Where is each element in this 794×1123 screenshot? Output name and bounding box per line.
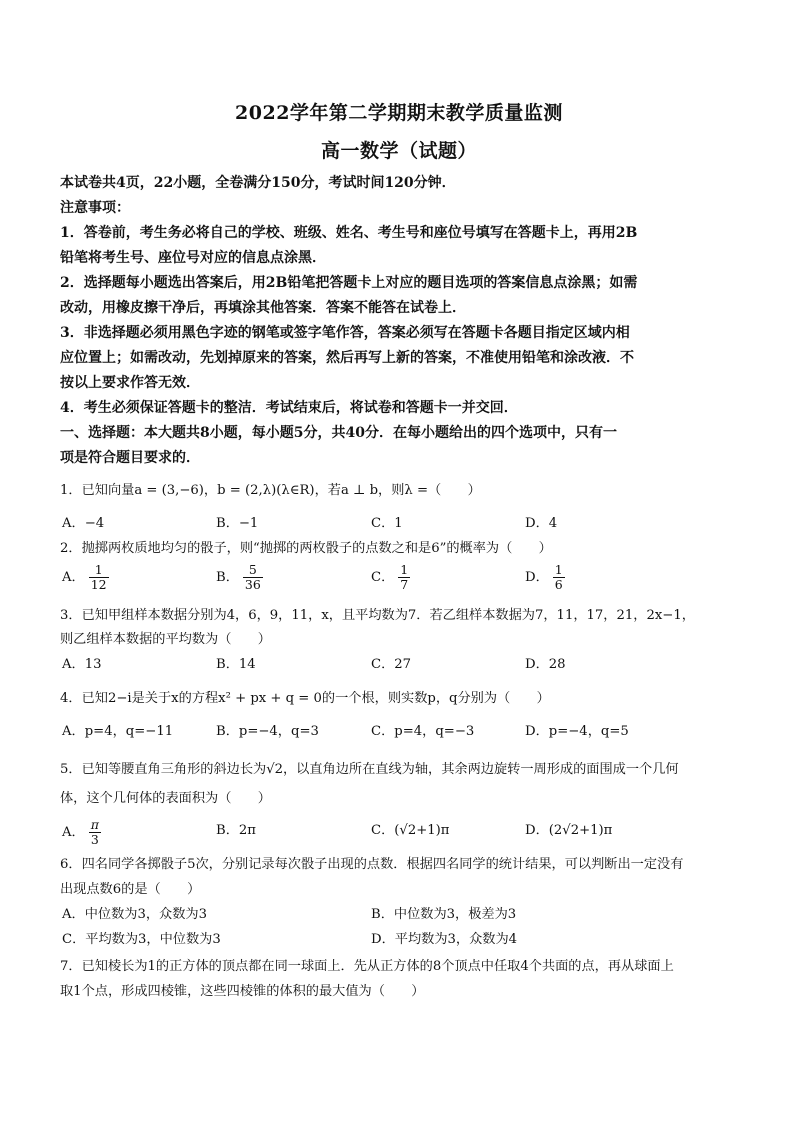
q1-option-a: A．−4 bbox=[62, 516, 105, 531]
question-4-stem: 4．已知2−i是关于x的方程x² + px + q = 0的一个根，则实数p，q分别为（ ） bbox=[60, 691, 550, 706]
question-3-stem-cont: 则乙组样本数据的平均数为（ ） bbox=[60, 632, 271, 647]
exam-subtitle: 高一数学（试题） bbox=[320, 140, 477, 162]
q2-option-d: D． $\frac{1}{6}$ bbox=[525, 562, 563, 592]
notice-line: 改动，用橡皮擦干净后，再填涂其他答案．答案不能答在试卷上． bbox=[60, 300, 466, 316]
q3-option-b: B．14 bbox=[216, 657, 256, 672]
q4-option-c: C．p=4，q=−3 bbox=[371, 724, 475, 739]
q2-option-b: B． $\frac{5}{36}$ bbox=[216, 562, 261, 592]
question-1-stem: 1．已知向量a = (3,−6)，b = (2,λ)(λ∈R)，若a ⊥ b，则λ =（ ） bbox=[60, 483, 481, 498]
notice-line: 按以上要求作答无效． bbox=[60, 375, 200, 391]
q1-option-d: D．4 bbox=[525, 516, 558, 531]
q5-option-a: A． $\frac{\pi}{3}$ bbox=[62, 817, 99, 847]
q1-option-b: B．−1 bbox=[216, 516, 259, 531]
question-7-stem: 7．已知棱长为1的正方体的顶点都在同一球面上．先从正方体的8个顶点中任取4个共面的点，再从球面上 bbox=[60, 959, 674, 974]
notice-line: 4．考生必须保证答题卡的整洁．考试结束后，将试卷和答题卡一并交回． bbox=[60, 400, 518, 416]
notice-heading: 注意事项： bbox=[60, 200, 130, 216]
q4-option-a: A．p=4，q=−11 bbox=[62, 724, 174, 739]
q1-option-c: C．1 bbox=[371, 516, 403, 531]
notice-line: 2．选择题每小题选出答案后，用2B铅笔把答题卡上对应的题目选项的答案信息点涂黑；如需 bbox=[60, 275, 638, 291]
q6-option-c: C．平均数为3，中位数为3 bbox=[62, 932, 221, 947]
question-6-stem-cont: 出现点数6的是（ ） bbox=[60, 882, 201, 897]
question-6-stem: 6．四名同学各掷骰子5次，分别记录每次骰子出现的点数．根据四名同学的统计结果，可以判断出一定没有 bbox=[60, 857, 684, 872]
notice-line: 应位置上；如需改动，先划掉原来的答案，然后再写上新的答案，不准使用铅笔和涂改液．不 bbox=[60, 350, 634, 366]
q5-option-c: C．(√2+1)π bbox=[371, 823, 450, 838]
question-2-stem: 2．抛掷两枚质地均匀的骰子，则“抛掷的两枚骰子的点数之和是6”的概率为（ ） bbox=[60, 541, 552, 556]
q3-option-c: C．27 bbox=[371, 657, 412, 672]
question-3-stem: 3．已知甲组样本数据分别为4，6，9，11，x，且平均数为7．若乙组样本数据为7，11，17，21，2x−1， bbox=[60, 608, 695, 623]
question-5-stem: 5．已知等腰直角三角形的斜边长为√2，以直角边所在直线为轴，其余两边旋转一周形成的面围成一个几何 bbox=[60, 762, 679, 777]
notice-line: 铅笔将考生号、座位号对应的信息点涂黑． bbox=[60, 250, 326, 266]
notice-line: 1．答卷前，考生务必将自己的学校、班级、姓名、考生号和座位号填写在答题卡上，再用2B bbox=[60, 225, 638, 241]
q3-option-d: D．28 bbox=[525, 657, 566, 672]
q6-option-a: A．中位数为3，众数为3 bbox=[62, 907, 207, 922]
q2-option-a: A． $\frac{1}{12}$ bbox=[62, 562, 107, 592]
section-heading-cont: 项是符合题目要求的． bbox=[60, 450, 200, 466]
q6-option-d: D．平均数为3，众数为4 bbox=[371, 932, 518, 947]
q5-option-d: D．(2√2+1)π bbox=[525, 823, 613, 838]
q5-option-b: B．2π bbox=[216, 823, 256, 838]
notice-line: 3．非选择题必须用黑色字迹的钢笔或签字笔作答，答案必须写在答题卡各题目指定区域内相 bbox=[60, 325, 630, 341]
q3-option-a: A．13 bbox=[62, 657, 102, 672]
question-5-stem-cont: 体，这个几何体的表面积为（ ） bbox=[60, 791, 271, 806]
question-7-stem-cont: 取1个点，形成四棱锥，这些四棱锥的体积的最大值为（ ） bbox=[60, 984, 425, 999]
q4-option-b: B．p=−4，q=3 bbox=[216, 724, 319, 739]
section-heading: 一、选择题：本大题共8小题，每小题5分，共40分．在每小题给出的四个选项中，只有一 bbox=[60, 425, 617, 441]
q2-option-c: C． $\frac{1}{7}$ bbox=[371, 562, 409, 592]
exam-title: 2022学年第二学期期末教学质量监测 bbox=[235, 102, 563, 124]
exam-summary: 本试卷共4页，22小题，全卷满分150分，考试时间120分钟． bbox=[60, 175, 456, 191]
q6-option-b: B．中位数为3，极差为3 bbox=[371, 907, 517, 922]
q4-option-d: D．p=−4，q=5 bbox=[525, 724, 629, 739]
